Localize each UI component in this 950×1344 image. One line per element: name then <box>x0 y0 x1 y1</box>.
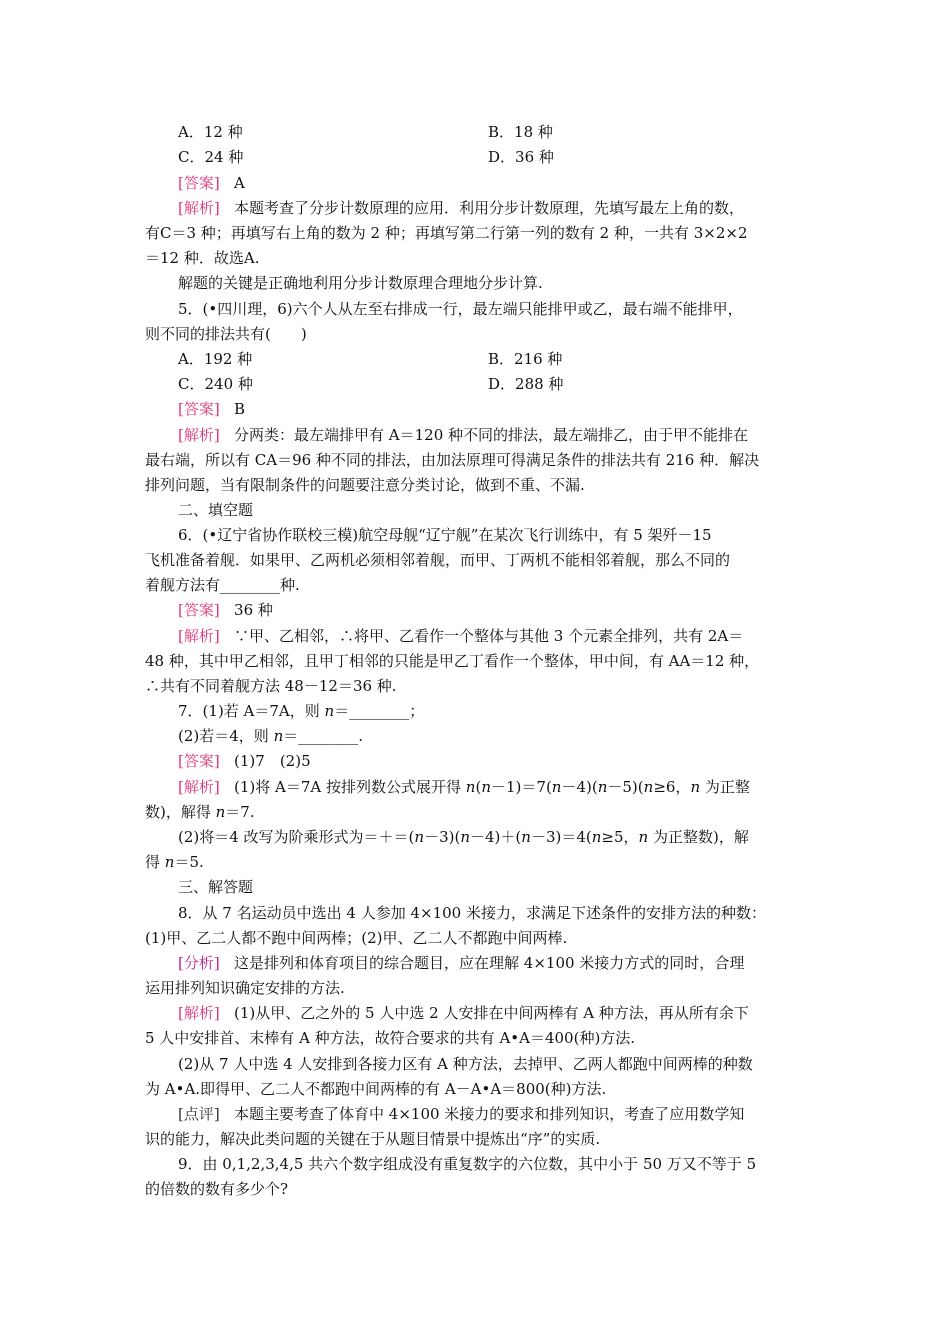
q4-option-d: D．36 种 <box>488 148 554 166</box>
q6-explanation-line-2: 48 种，其中甲乙相邻，且甲丁相邻的只能是甲乙丁看作一个整体，甲中间，有 AA＝12 种， <box>145 652 760 670</box>
q9-stem-line-2: 的倍数的数有多少个? <box>145 1180 289 1198</box>
q7-explanation-line-2 <box>145 801 255 823</box>
section-heading-fill-in: 二、填空题 <box>178 501 254 519</box>
explanation-text: －4)( <box>561 778 598 796</box>
variable-n: n <box>273 727 284 745</box>
q6-explanation-line-3: ∴共有不同着舰方法 48－12＝36 种. <box>145 677 397 695</box>
answer-tag: [答案] <box>178 601 220 619</box>
explanation-text: －4)＋( <box>470 828 522 846</box>
q7-stem-part-1 <box>178 700 424 722</box>
variable-n: n <box>324 702 335 720</box>
explanation-tag: [解析] <box>178 627 220 645</box>
q4-explanation-line-2: 有C＝3 种；再填写右上角的数为 2 种；再填写第二行第一列的数有 2 种，一共有 3×2×2 <box>145 224 748 242</box>
q7-stem-part-2 <box>178 725 363 747</box>
variable-n: n <box>638 828 649 846</box>
answer-value: A <box>234 174 245 192</box>
q5-option-d: D．288 种 <box>488 375 564 393</box>
explanation-tag: [解析] <box>178 778 220 796</box>
q7-blank: ＝________. <box>283 727 364 745</box>
variable-n: n <box>414 828 425 846</box>
q6-explanation-line-1 <box>178 625 743 647</box>
analysis-tag: [分析] <box>178 954 220 972</box>
q4-explanation-line-3: ＝12 种．故选A. <box>145 249 260 267</box>
explanation-tag: [解析] <box>178 199 220 217</box>
comment-text: 本题主要考查了体育中 4×100 米接力的要求和排列知识，考查了应用数学知 <box>234 1105 745 1123</box>
q8-explanation-line-4: 为 A•A.即得甲、乙二人不都跑中间两棒的有 A－A•A＝800(种)方法. <box>145 1080 607 1098</box>
explanation-text: 为正整数)，解 <box>648 828 749 846</box>
q7-text: (2)若＝4，则 <box>178 727 274 745</box>
explanation-tag: [解析] <box>178 426 220 444</box>
explanation-text: ≥5， <box>601 828 639 846</box>
q6-stem-line-1: 6．(•辽宁省协作联校三模)航空母舰“辽宁舰”在某次飞行训练中，有 5 架歼－15 <box>178 526 712 544</box>
q8-comment-line-2: 识的能力，解决此类问题的关键在于从题目情景中提炼出“序”的实质. <box>145 1130 601 1148</box>
variable-n: n <box>521 828 531 846</box>
q9-stem-line-1: 9．由 0,1,2,3,4,5 共六个数字组成没有重复数字的六位数，其中小于 50 万又不等于 5 <box>178 1155 757 1173</box>
q4-note: 解题的关键是正确地利用分步计数原理合理地分步计算. <box>178 274 543 292</box>
section-heading-solve: 三、解答题 <box>178 878 254 896</box>
q5-explanation-line-1 <box>178 424 748 446</box>
answer-value: (1)7 (2)5 <box>234 752 311 770</box>
explanation-tag: [解析] <box>178 1004 220 1022</box>
variable-n: n <box>465 778 476 796</box>
variable-n: n <box>460 828 471 846</box>
explanation-text: ≥6， <box>653 778 691 796</box>
q4-option-c: C．24 种 <box>178 148 244 166</box>
q7-explanation-line-3 <box>178 826 749 848</box>
q8-analysis-line-1 <box>178 952 744 974</box>
explanation-text: －3)( <box>424 828 461 846</box>
answer-value: B <box>234 400 246 418</box>
q5-stem-line-1: 5．(•四川理，6)六个人从左至右排成一行，最左端只能排甲或乙，最右端不能排甲， <box>178 300 743 318</box>
q5-stem-line-2: 则不同的排法共有( ) <box>145 325 307 343</box>
variable-n: n <box>690 778 701 796</box>
answer-value: 36 种 <box>234 601 273 619</box>
q7-answer <box>178 750 311 772</box>
variable-n: n <box>643 778 654 796</box>
explanation-text: 分两类：最左端排甲有 A＝120 种不同的排法，最左端排乙，由于甲不能排在 <box>234 426 749 444</box>
q7-explanation-line-4 <box>145 851 204 873</box>
variable-n: n <box>551 778 562 796</box>
comment-tag: [点评] <box>178 1105 220 1123</box>
explanation-text: 数)，解得 <box>145 803 216 821</box>
variable-n: n <box>597 778 608 796</box>
q8-comment-line-1 <box>178 1103 744 1125</box>
explanation-text: 得 <box>145 853 165 871</box>
q8-analysis-line-2: 运用排列知识确定安排的方法. <box>145 979 345 997</box>
q7-blank: ＝________； <box>334 702 425 720</box>
q5-option-b: B．216 种 <box>488 350 563 368</box>
q5-explanation-line-2: 最右端，所以有 CA＝96 种不同的排法，由加法原理可得满足条件的排法共有 216 种．解决 <box>145 451 760 469</box>
explanation-text: ＝7. <box>225 803 255 821</box>
q5-answer <box>178 398 245 420</box>
explanation-text: ∵甲、乙相邻，∴将甲、乙看作一个整体与其他 3 个元素全排列，共有 2A＝ <box>234 627 744 645</box>
q4-option-b: B．18 种 <box>488 123 553 141</box>
q4-option-a: A．12 种 <box>178 123 243 141</box>
variable-n: n <box>215 803 226 821</box>
variable-n: n <box>481 778 491 796</box>
analysis-text: 这是排列和体育项目的综合题目，应在理解 4×100 米接力方式的同时，合理 <box>234 954 745 972</box>
q6-stem-line-3: 着舰方法有________种. <box>145 576 300 594</box>
q7-text: 7．(1)若 A＝7A，则 <box>178 702 325 720</box>
explanation-text: (1)从甲、乙之外的 5 人中选 2 人安排在中间两棒有 A 种方法，再从所有余下 <box>234 1004 749 1022</box>
answer-tag: [答案] <box>178 174 220 192</box>
explanation-text: 本题考查了分步计数原理的应用．利用分步计数原理，先填写最左上角的数， <box>234 199 745 217</box>
q8-stem-line-2: (1)甲、乙二人都不跑中间两棒；(2)甲、乙二人不都跑中间两棒. <box>145 929 568 947</box>
explanation-text: －3)＝4( <box>530 828 592 846</box>
q5-option-a: A．192 种 <box>178 350 253 368</box>
answer-tag: [答案] <box>178 752 220 770</box>
q8-stem-line-1: 8．从 7 名运动员中选出 4 人参加 4×100 米接力，求满足下述条件的安排方法的种数： <box>178 904 766 922</box>
answer-tag: [答案] <box>178 400 220 418</box>
explanation-text: (1)将 A＝7A 按排列数公式展开得 <box>234 778 466 796</box>
q5-explanation-line-3: 排列问题，当有限制条件的问题要注意分类讨论，做到不重、不漏. <box>145 476 585 494</box>
q7-explanation-line-1 <box>178 776 750 798</box>
q4-answer <box>178 172 245 194</box>
explanation-text: 为正整 <box>700 778 750 796</box>
variable-n: n <box>591 828 602 846</box>
q8-explanation-line-3: (2)从 7 人中选 4 人安排到各接力区有 A 种方法，去掉甲、乙两人都跑中间两棒的种数 <box>178 1055 753 1073</box>
variable-n: n <box>164 853 175 871</box>
q5-option-c: C．240 种 <box>178 375 253 393</box>
explanation-text: －1)＝7( <box>491 778 552 796</box>
q8-explanation-line-2: 5 人中安排首、末棒有 A 种方法，故符合要求的共有 A•A＝400(种)方法. <box>145 1029 636 1047</box>
q4-explanation-line-1 <box>178 197 744 219</box>
explanation-text: ＝5. <box>174 853 204 871</box>
q6-stem-line-2: 飞机准备着舰．如果甲、乙两机必须相邻着舰，而甲、丁两机不能相邻着舰，那么不同的 <box>145 551 731 569</box>
explanation-text: (2)将＝4 改写为阶乘形式为＝＋＝( <box>178 828 415 846</box>
explanation-text: －5)( <box>607 778 644 796</box>
explanation-text: ( <box>475 778 482 796</box>
q8-explanation-line-1 <box>178 1002 749 1024</box>
q6-answer <box>178 599 273 621</box>
